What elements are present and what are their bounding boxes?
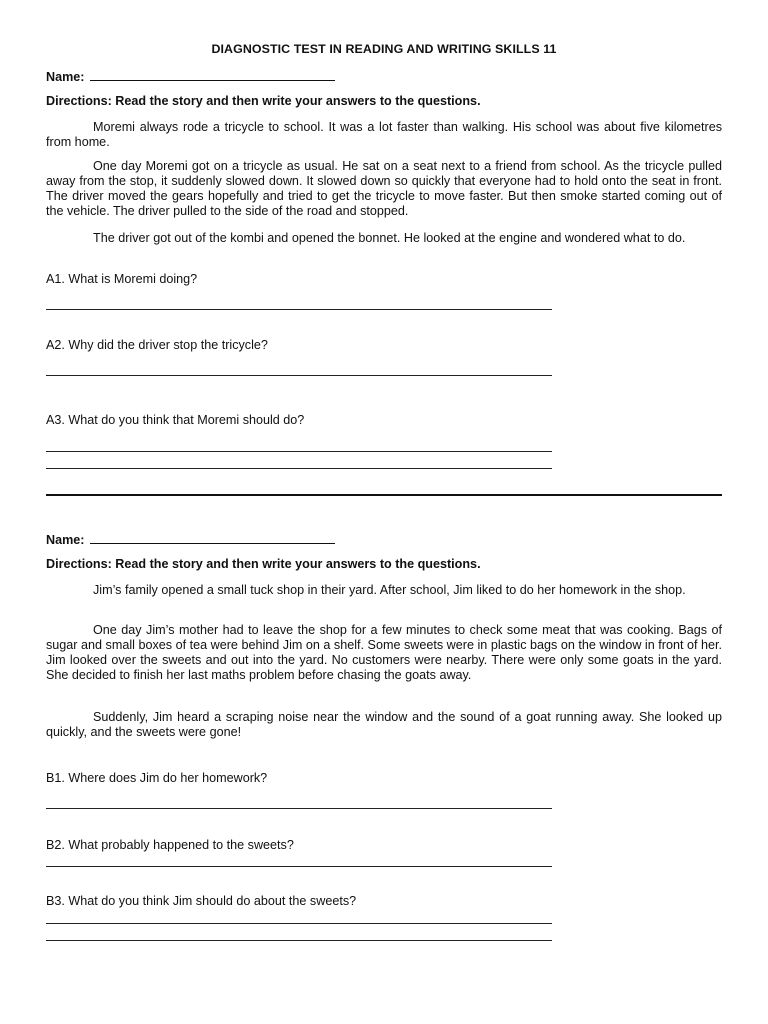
question-a2: A2. Why did the driver stop the tricycle?: [46, 338, 268, 352]
section-b-paragraph-2: One day Jim’s mother had to leave the shop for a few minutes to check some meat that was cooking. Bags of sugar and small boxes of tea were behind Jim on a shelf. Some sweets were in plastic bags on the window in front of her. Jim looked over the sweets and out into the yard. No customers were nearby. There were only some goats in the yard. She decided to finish her last maths problem before chasing the goats away.: [46, 623, 722, 682]
answer-line-b3-2: [46, 940, 552, 941]
question-b3: B3. What do you think Jim should do about the sweets?: [46, 894, 357, 908]
name-label: Name:: [46, 533, 85, 547]
name-blank: [90, 532, 335, 544]
section-b-paragraph-1: Jim’s family opened a small tuck shop in their yard. After school, Jim liked to do her homework in the shop.: [93, 583, 686, 597]
name-blank: [90, 69, 335, 81]
worksheet-title: DIAGNOSTIC TEST IN READING AND WRITING SKILLS 11: [211, 42, 557, 56]
question-b1: B1. Where does Jim do her homework?: [46, 771, 268, 785]
section-b-paragraph-3: Suddenly, Jim heard a scraping noise near the window and the sound of a goat running away. She looked up quickly, and the sweets were gone!: [46, 710, 722, 739]
section-a-directions: Directions: Read the story and then write your answers to the questions.: [46, 94, 481, 108]
answer-line-b3-1: [46, 923, 552, 924]
section-divider: [46, 494, 722, 496]
name-label: Name:: [46, 70, 85, 84]
section-a-paragraph-2: One day Moremi got on a tricycle as usual. He sat on a seat next to a friend from school. As the tricycle pulled away from the stop, it suddenly slowed down. It slowed down so quickly that everyone had to hold onto the seat in front. The driver moved the gears hopefully and tried to get the tricycle to move faster. But then smoke started coming out of the vehicle. The driver pulled to the side of the road and stopped.: [46, 159, 722, 218]
section-b-directions: Directions: Read the story and then write your answers to the questions.: [46, 557, 481, 571]
answer-line-a1: [46, 309, 552, 310]
answer-line-b2: [46, 866, 552, 867]
section-a-name-field: [46, 69, 335, 84]
answer-line-a3-2: [46, 468, 552, 469]
answer-line-b1: [46, 808, 552, 809]
question-a3: A3. What do you think that Moremi should do?: [46, 413, 305, 427]
answer-line-a3-1: [46, 451, 552, 452]
section-b-name-field: [46, 532, 335, 547]
section-a-paragraph-1: Moremi always rode a tricycle to school. It was a lot faster than walking. His school was about five kilometres from home.: [46, 120, 722, 149]
answer-line-a2: [46, 375, 552, 376]
question-b2: B2. What probably happened to the sweets?: [46, 838, 294, 852]
question-a1: A1. What is Moremi doing?: [46, 272, 198, 286]
section-a-paragraph-3: The driver got out of the kombi and opened the bonnet. He looked at the engine and wondered what to do.: [93, 231, 686, 245]
